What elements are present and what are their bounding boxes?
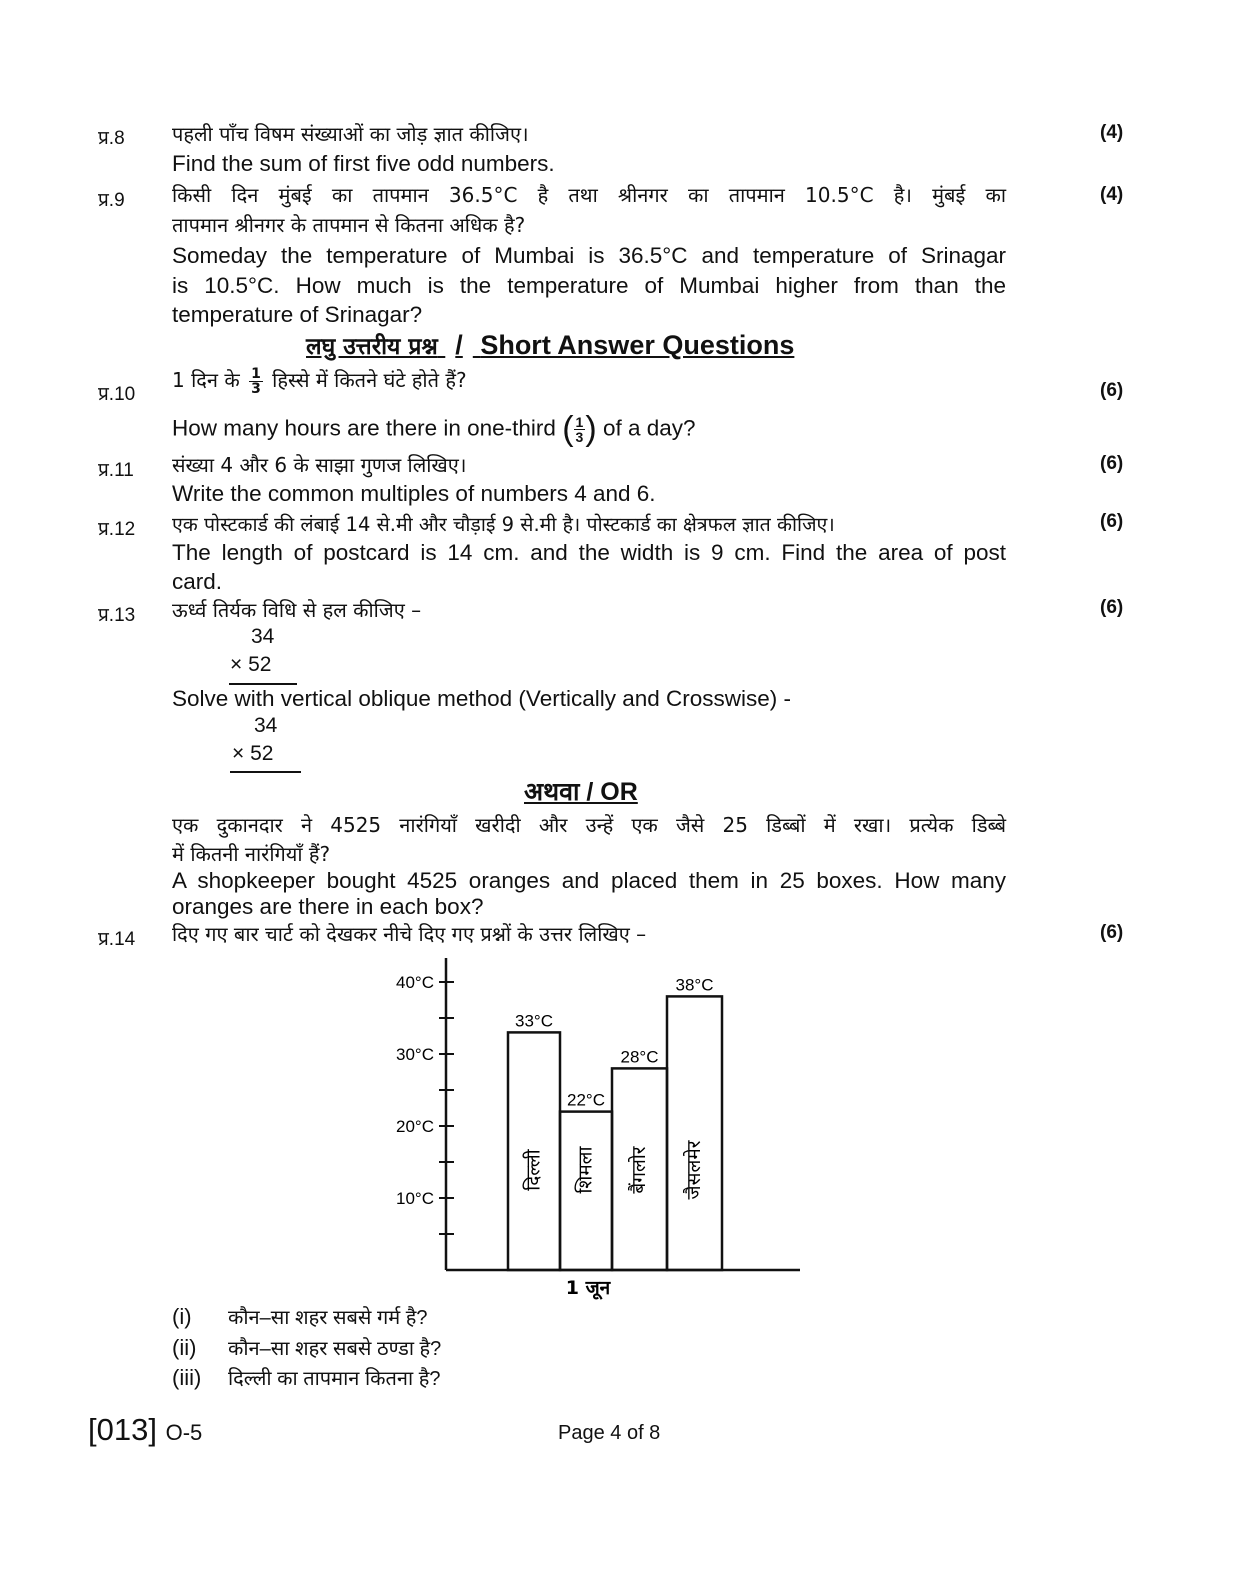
bar-value-label-4: 38°C [675, 975, 714, 995]
question-number-9: प्र.9 [98, 190, 125, 211]
y-tick-label-20: 20°C [396, 1117, 434, 1136]
multiplication-underline [229, 683, 297, 685]
question-14-marks: (6) [1100, 922, 1124, 943]
question-9-marks: (4) [1100, 184, 1124, 205]
question-10-hindi [172, 366, 467, 396]
one-third-fraction-english [574, 415, 586, 444]
multiplication-top-number-english: 34 [254, 714, 278, 737]
sub-question-3-label: (iii) [172, 1365, 202, 1390]
fraction-numerator-english: 1 [575, 414, 584, 430]
or-question-hindi-line-2: में कितनी नारंगियाँ हैं? [172, 842, 331, 866]
question-9-english-line-3: temperature of Srinagar? [172, 302, 423, 327]
question-number-12: प्र.12 [98, 519, 136, 540]
bar-category-label-4: जैसलमेर [683, 1140, 705, 1200]
question-number-10: प्र.10 [98, 384, 136, 405]
question-12-marks: (6) [1100, 511, 1124, 532]
bar-category-label-2: शिमला [574, 1146, 597, 1194]
fraction-numerator: 1 [251, 366, 261, 382]
bar-value-label-2: 22°C [567, 1090, 605, 1110]
right-parenthesis: ) [585, 410, 597, 448]
or-question-english-line-1: A shopkeeper bought 4525 oranges and placed them in 25 boxes. How many [172, 868, 1006, 893]
question-11-hindi: संख्या 4 और 6 के साझा गुणज लिखिए। [172, 453, 467, 477]
question-10-english-suffix: of a day? [602, 415, 696, 441]
question-8-english: Find the sum of first five odd numbers. [172, 151, 555, 176]
question-9-hindi-line-1: किसी दिन मुंबई का तापमान 36.5°C है तथा श्रीनगर का तापमान 10.5°C है। मुंबई का [172, 183, 1006, 207]
section-heading-english: Short Answer Questions [480, 330, 795, 360]
bar-value-label-1: 33°C [515, 1011, 553, 1031]
bar-2 [560, 1112, 612, 1270]
question-14-hindi: दिए गए बार चार्ट को देखकर नीचे दिए गए प्रश्नों के उत्तर लिखिए – [172, 922, 647, 946]
question-11-marks: (6) [1100, 453, 1124, 474]
question-number-14: प्र.14 [98, 929, 136, 950]
section-heading-separator: / [455, 330, 463, 360]
question-10-english-prefix: How many hours are there in one-third [172, 415, 556, 441]
question-13-marks: (6) [1100, 597, 1124, 618]
question-12-english-line-2: card. [172, 569, 223, 594]
question-10-english [172, 410, 696, 449]
fraction-denominator: 3 [251, 381, 261, 397]
sub-question-1 [172, 1303, 428, 1330]
question-number-8: प्र.8 [98, 128, 125, 149]
sub-question-1-text: कौन–सा शहर सबसे गर्म है? [228, 1307, 428, 1329]
question-10-hindi-suffix: हिस्से में कितने घंटे होते हैं? [272, 368, 467, 392]
or-question-english-line-2: oranges are there in each box? [172, 894, 484, 919]
y-tick-label-40: 40°C [396, 973, 434, 992]
sub-question-3 [172, 1364, 440, 1391]
question-12-english-line-1: The length of postcard is 14 cm. and the width is 9 cm. Find the area of post [172, 540, 1006, 565]
question-9-english-line-2: is 10.5°C. How much is the temperature of Mumbai higher from than the [172, 273, 1006, 298]
multiplication-bottom-number: × 52 [230, 653, 272, 676]
multiplication-top-number: 34 [251, 625, 275, 648]
section-heading-hindi: लघु उत्तरीय प्रश्न [306, 334, 438, 360]
question-12-hindi: एक पोस्टकार्ड की लंबाई 14 से.मी और चौड़ाई 9 से.मी है। पोस्टकार्ड का क्षेत्रफल ज्ञात कीजिए। [172, 513, 835, 536]
sub-question-2-text: कौन–सा शहर सबसे ठण्डा है? [228, 1338, 442, 1360]
sub-question-2-label: (ii) [172, 1335, 197, 1360]
question-11-english: Write the common multiples of numbers 4 and 6. [172, 481, 656, 506]
x-axis-label: 1 जून [565, 1277, 611, 1299]
or-question-hindi-line-1: एक दुकानदार ने 4525 नारंगियाँ खरीदी और उन्हें एक जैसे 25 डिब्बों में रखा। प्रत्येक डिब्बे [172, 813, 1006, 837]
question-10-hindi-prefix: 1 दिन के [172, 368, 240, 392]
sub-question-2 [172, 1334, 441, 1361]
question-9-hindi-line-2: तापमान श्रीनगर के तापमान से कितना अधिक है? [172, 213, 526, 237]
bar-category-label-1: दिल्ली [522, 1149, 545, 1191]
fraction-denominator-english: 3 [575, 429, 584, 445]
paper-code [88, 1412, 202, 1448]
bar-category-label-3: बैंगलोर [628, 1146, 650, 1194]
bar-1 [508, 1032, 560, 1270]
y-tick-label-30: 30°C [396, 1045, 434, 1064]
left-parenthesis: ( [562, 410, 574, 448]
question-13-english: Solve with vertical oblique method (Vertically and Crosswise) - [172, 686, 792, 711]
question-8-hindi: पहली पाँच विषम संख्याओं का जोड़ ज्ञात कीजिए। [172, 122, 529, 146]
section-heading [306, 329, 794, 361]
question-number-13: प्र.13 [98, 605, 136, 626]
one-third-fraction [249, 367, 263, 396]
or-heading: अथवा / OR [524, 778, 638, 806]
question-10-marks: (6) [1100, 380, 1124, 401]
multiplication-underline-english [230, 771, 301, 773]
question-number-11: प्र.11 [98, 460, 134, 481]
y-tick-label-10: 10°C [396, 1189, 434, 1208]
question-8-marks: (4) [1100, 122, 1124, 143]
page-number: Page 4 of 8 [558, 1422, 661, 1444]
paper-code-number: [013] [88, 1412, 157, 1447]
bar-3 [612, 1068, 667, 1270]
paper-series: O-5 [165, 1420, 203, 1445]
sub-question-1-label: (i) [172, 1304, 192, 1329]
bar-4 [667, 996, 722, 1270]
sub-question-3-text: दिल्ली का तापमान कितना है? [228, 1368, 441, 1390]
bar-value-label-3: 28°C [620, 1047, 659, 1067]
question-13-hindi: ऊर्ध्व तिर्यक विधि से हल कीजिए – [172, 598, 422, 622]
question-9-english-line-1: Someday the temperature of Mumbai is 36.5°C and temperature of Srinagar [172, 243, 1006, 268]
multiplication-bottom-number-english: × 52 [232, 742, 274, 765]
